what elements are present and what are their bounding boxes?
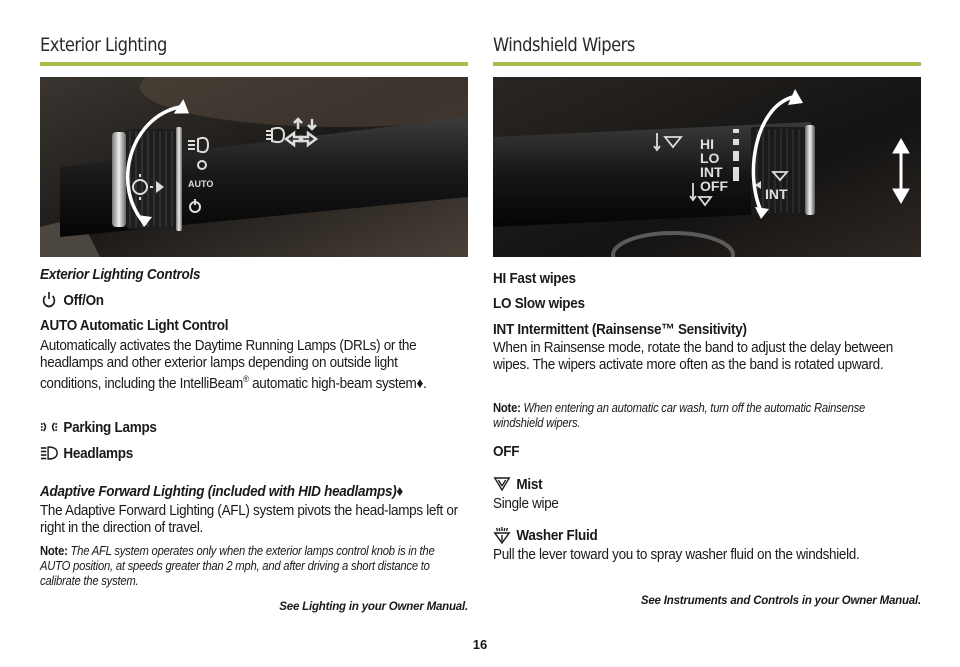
mist-body: Single wipe [493, 495, 559, 512]
section-title: Exterior Lighting [40, 34, 167, 56]
stalk-label-int: INT [700, 164, 723, 180]
wiper-stalk-photo [493, 77, 921, 257]
wiper-stalk-illustration [493, 77, 921, 257]
section-title: Windshield Wipers [493, 34, 635, 56]
off-on-label: Off/On [63, 291, 104, 309]
lo-row: LO Slow wipes [493, 295, 585, 312]
stalk-label-hi: HI [700, 136, 714, 152]
auto-body: Automatically activates the Daytime Running Lamps (DRLs) or the headlamps and other exterior lamps depending on outside light conditions, including the IntelliBeam® automatic high-beam system♦. [40, 337, 427, 392]
parking-row [40, 418, 425, 436]
wipers-manual-reference: See Instruments and Controls in your Owner Manual. [640, 595, 921, 607]
stalk-label-lo: LO [700, 150, 720, 166]
headlamps-row [40, 444, 425, 462]
auto-stalk-label: AUTO [188, 179, 214, 189]
section-divider [493, 62, 921, 66]
band-label-int: INT [765, 186, 788, 202]
int-heading: INT Intermittent (Rainsense™ Sensitivity) [493, 321, 747, 338]
washer-row [493, 526, 878, 544]
washer-label: Washer Fluid [516, 526, 598, 544]
int-body: When in Rainsense mode, rotate the band to adjust the delay between wipes. The wipers activate more often as the band is rotated upward. [493, 339, 893, 373]
car-wash-note: Note: When entering an automatic car wash, turn off the automatic Rainsense windshield wipers. [493, 401, 866, 430]
mist-label: Mist [516, 475, 543, 493]
lighting-stalk-illustration [40, 77, 468, 257]
off-on-row [40, 291, 425, 309]
afl-heading: Adaptive Forward Lighting (included with HID headlamps)♦ [40, 483, 404, 500]
washer-body: Pull the lever toward you to spray washer fluid on the windshield. [493, 546, 860, 563]
stalk-label-off: OFF [700, 178, 728, 194]
page-number: 16 [472, 637, 488, 652]
lighting-stalk-photo [40, 77, 468, 257]
mist-row [493, 475, 878, 493]
washer-fluid-icon [493, 526, 511, 544]
afl-body: The Adaptive Forward Lighting (AFL) system pivots the head-lamps left or right in the direction of travel. [40, 502, 458, 536]
hi-row: HI Fast wipes [493, 270, 576, 287]
afl-note: Note: The AFL system operates only when the exterior lamps control knob is in the AUTO position, at speeds greater than 2 mph, and after driving a short distance to calibrate the system. [40, 544, 435, 588]
parking-lamps-icon [40, 418, 58, 436]
auto-heading: AUTO Automatic Light Control [40, 317, 229, 334]
mist-icon [493, 475, 511, 493]
headlamps-icon [40, 444, 58, 462]
section-divider [40, 62, 468, 66]
headlamps-label: Headlamps [63, 444, 134, 462]
parking-label: Parking Lamps [63, 418, 157, 436]
controls-heading: Exterior Lighting Controls [40, 266, 201, 283]
off-row: OFF [493, 443, 520, 460]
power-icon [40, 291, 58, 309]
lighting-manual-reference: See Lighting in your Owner Manual. [279, 601, 468, 613]
